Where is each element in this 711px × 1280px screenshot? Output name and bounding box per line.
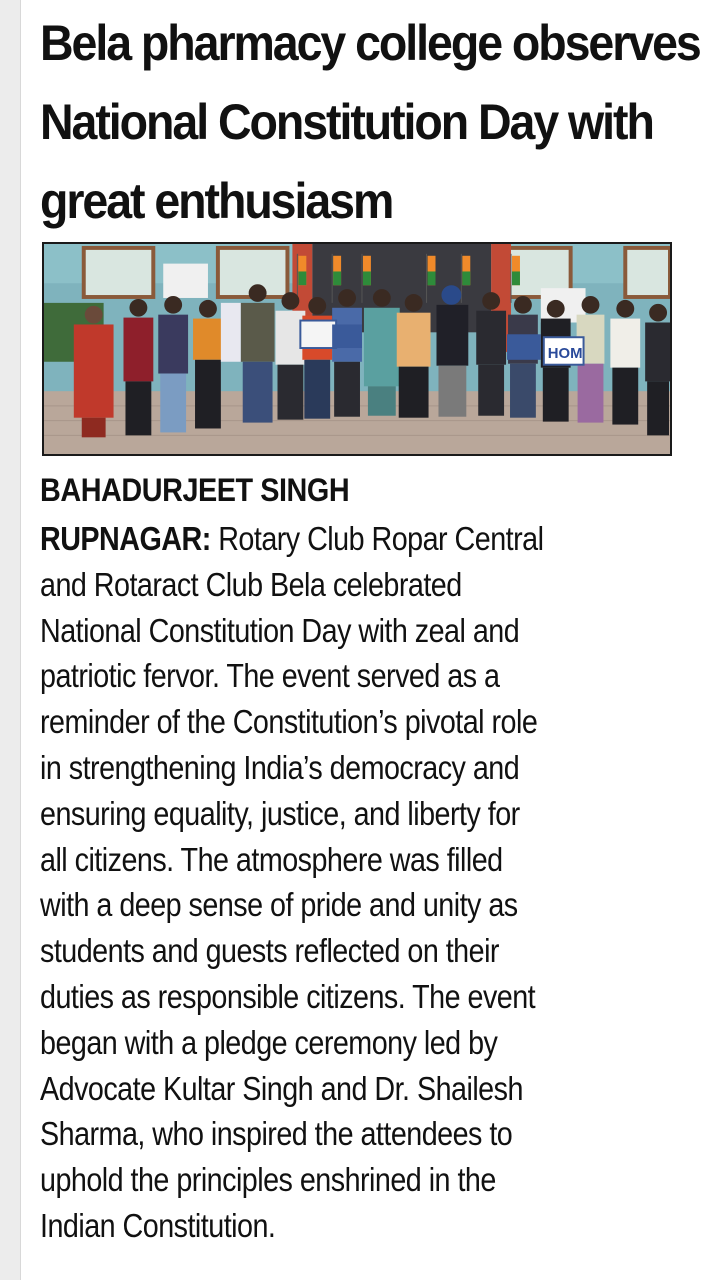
body-line: National Constitution Day with zeal and — [40, 611, 520, 649]
body-line: Advocate Kultar Singh and Dr. Shailesh — [40, 1069, 523, 1107]
article-byline: BAHADURJEET SINGH — [40, 472, 350, 508]
body-line: duties as responsible citizens. The event — [40, 977, 536, 1015]
article-body — [40, 516, 649, 1249]
page-gutter — [0, 0, 21, 1280]
body-line: ensuring equality, justice, and liberty for — [40, 794, 520, 832]
body-line: Sharma, who inspired the attendees to — [40, 1115, 513, 1153]
body-line: Indian Constitution. — [40, 1206, 276, 1244]
body-line: began with a pledge ceremony led by — [40, 1023, 498, 1061]
body-line: and Rotaract Club Bela celebrated — [40, 565, 462, 603]
body-line-text: Rotary Club Ropar Central — [210, 520, 544, 557]
body-line: students and guests reflected on their — [40, 932, 499, 970]
headline-line: great enthusiasm — [40, 173, 393, 229]
body-line: reminder of the Constitution’s pivotal role — [40, 703, 538, 741]
article-headline — [40, 4, 700, 241]
sign-text: HOM — [547, 345, 583, 362]
article-photo — [42, 242, 672, 456]
body-line: all citizens. The atmosphere was filled — [40, 840, 503, 878]
article-dateline: RUPNAGAR: — [40, 520, 211, 557]
group-photo-illustration — [44, 244, 670, 454]
headline-line: Bela pharmacy college observes — [40, 15, 700, 71]
body-line: with a deep sense of pride and unity as — [40, 886, 518, 924]
headline-line: National Constitution Day with — [40, 94, 653, 150]
body-line: patriotic fervor. The event served as a — [40, 657, 500, 695]
body-line: uphold the principles enshrined in the — [40, 1161, 496, 1199]
body-line — [40, 516, 649, 562]
body-line: in strengthening India’s democracy and — [40, 748, 520, 786]
